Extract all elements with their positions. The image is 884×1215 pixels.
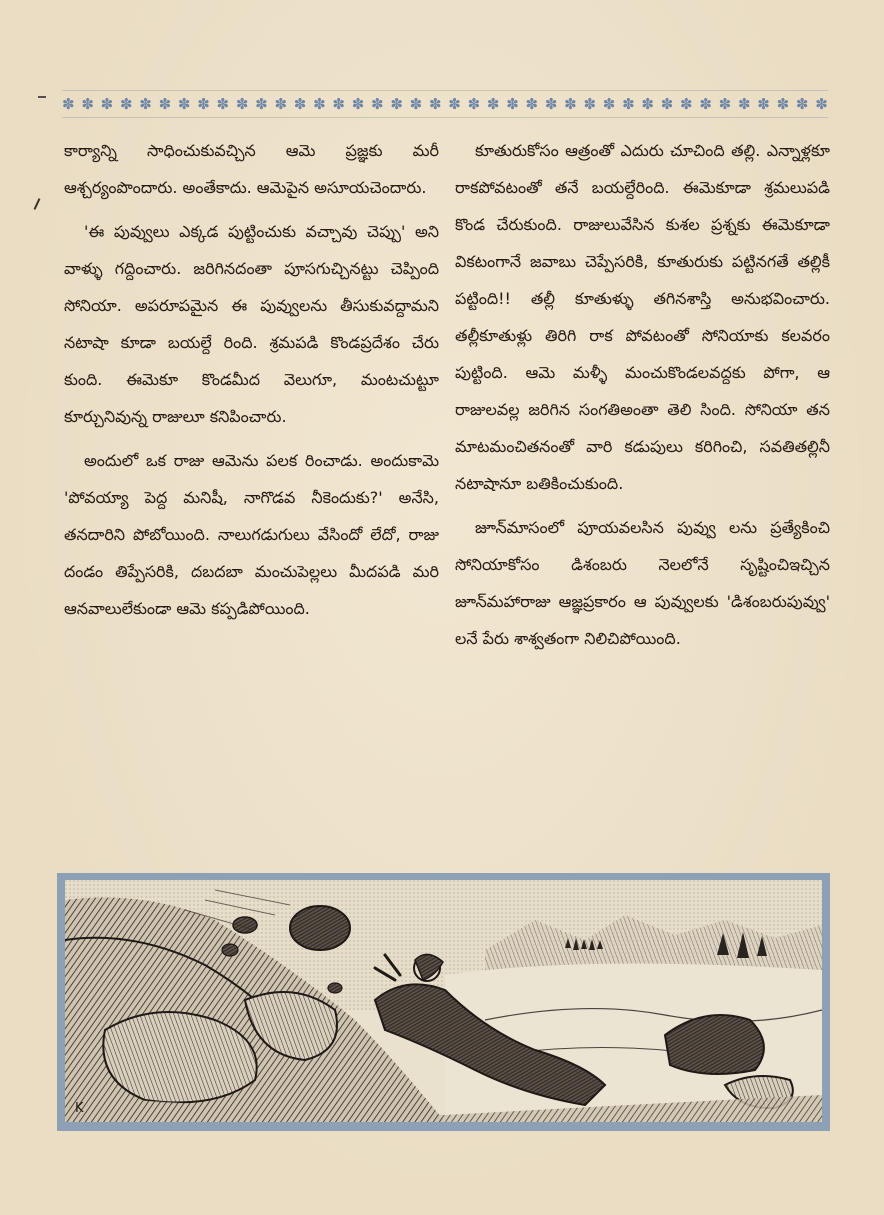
ornament-glyph: ✽ (467, 95, 481, 113)
ornament-glyph: ✽ (583, 95, 597, 113)
ornament-glyph: ✽ (718, 95, 732, 113)
ornament-glyph: ✽ (602, 95, 616, 113)
ornament-glyph: ✽ (544, 95, 558, 113)
ornament-glyph: ✽ (332, 95, 345, 113)
ornament-glyph: ✽ (139, 95, 152, 113)
ornament-glyph: ✽ (100, 95, 114, 113)
left-paragraph-1: కార్యాన్ని సాధించుకువచ్చిన ఆమె ప్రజ్ఞకు మరీ ఆశ్చర్యంపొందారు. అంతేకాదు. ఆమెపైన అసూయచెందారు. (64, 141, 439, 197)
ornament-glyph: ✽ (525, 95, 539, 113)
ornament-glyph: ✽ (177, 95, 191, 113)
ornament-glyph: ✽ (293, 95, 307, 113)
ornament-glyph: ✽ (680, 95, 693, 113)
ornament-glyph: ✽ (158, 95, 172, 113)
ornament-glyph: ✽ (506, 95, 519, 113)
ornament-glyph: ✽ (255, 95, 268, 113)
ornament-glyph: ✽ (274, 95, 288, 113)
left-column (64, 132, 439, 852)
ornament-glyph: ✽ (699, 95, 712, 113)
ornament-glyph: ✽ (351, 95, 365, 113)
margin-mark (34, 198, 41, 210)
ornament-band (62, 90, 828, 118)
ornament-glyph: ✽ (197, 95, 210, 113)
ornament-glyph: ✽ (660, 95, 674, 113)
ornament-glyph: ✽ (737, 95, 751, 113)
ornament-glyph: ✽ (486, 95, 500, 113)
avalanche-scene-image (65, 880, 822, 1122)
ornament-glyph: ✽ (448, 95, 461, 113)
left-paragraph-2: 'ఈ పువ్వులు ఎక్కడ పుట్టించుకు వచ్చావు చెప్పు' అని వాళ్ళు గద్దించారు. జరిగినదంతా పూసగుచ్చినట్టు చెప్పింది సోనియా. అపరూపమైన ఈ పువ్వులను తీసుకువద్దామని నటాషా కూడా బయల్దే రింది. శ్రమపడి కొండప్రదేశం చేరు కుంది. ఈమెకూ కొండమీద వెలుగూ, మంటచుట్టూ కూర్చునివున్న రాజులూ కనిపించారు. (64, 222, 439, 426)
ornament-glyph: ✽ (409, 95, 423, 113)
artist-signature: K (75, 1101, 84, 1116)
ornament-glyph: ✽ (622, 95, 635, 113)
stray-mark (38, 96, 46, 98)
right-paragraph-2: జూన్‌మాసంలో పూయవలసిన పువ్వు లను ప్రత్యేకించి సోనియాకోసం డిశంబరు నెలలోనే సృష్టించిఇచ్చిన జూన్‌మహారాజు ఆజ్ఞప్రకారం ఆ పువ్వులకు 'డిశంబరుపువ్వు' లనే పేరు శాశ్వతంగా నిలిచిపోయింది. (455, 518, 830, 648)
falling-boulder (290, 906, 350, 950)
ornament-glyph: ✽ (815, 95, 828, 113)
ornament-glyph: ✽ (371, 95, 384, 113)
ornament-glyph: ✽ (235, 95, 249, 113)
ornament-glyph: ✽ (313, 95, 326, 113)
ornament-glyph: ✽ (81, 95, 94, 113)
ornament-glyph: ✽ (119, 95, 133, 113)
ornament-glyph: ✽ (776, 95, 790, 113)
left-paragraph-3: అందులో ఒక రాజు ఆమెను పలక రించాడు. అందుకామె 'పోవయ్యా పెద్ద మనిషీ, నాగొడవ నీకెందుకు?' అనేసి, తనదారిని పోబోయింది. నాలుగడుగులు వేసిందో లేదో, రాజు దండం తిప్పేసరికి, దబదబా మంచుపెల్లలు మీదపడి మరి ఆనవాలులేకుండా ఆమె కప్పడిపోయింది. (64, 451, 439, 618)
story-illustration (57, 873, 830, 1131)
ornament-glyph: ✽ (428, 95, 442, 113)
ornament-glyph: ✽ (62, 95, 75, 113)
ornament-glyph: ✽ (564, 95, 577, 113)
ornament-glyph: ✽ (390, 95, 403, 113)
right-column (455, 132, 830, 852)
ornament-glyph: ✽ (641, 95, 654, 113)
ornament-glyph: ✽ (757, 95, 770, 113)
ornament-glyph: ✽ (216, 95, 230, 113)
right-paragraph-1: కూతురుకోసం ఆత్రంతో ఎదురు చూచింది తల్లి. ఎన్నాళ్లకూ రాకపోవటంతో తనే బయల్దేరింది. ఈమెకూడా శ్రమలుపడి కొండ చేరుకుంది. రాజులువేసిన కుశల ప్రశ్నకు ఈమెకూడా వికటంగానే జవాబు చెప్పేసరికి, కూతురుకు పట్టినగతే తల్లికీ పట్టింది!! తల్లీ కూతుళ్ళు తగినశాస్తి అనుభవించారు. తల్లీకూతుళ్లు తిరిగి రాక పోవటంతో సోనియాకు కలవరం పుట్టింది. ఆమె మళ్ళీ మంచుకొండలవద్దకు పోగా, ఆ రాజులవల్ల జరిగిన సంగతిఅంతా తెలి సింది. సోనియా తన మాటమంచితనంతో వారి కడుపులు కరిగించి, సవతితల్లినీ నటాషానూ బతికించుకుంది. (455, 141, 830, 493)
ornament-glyph: ✽ (795, 95, 809, 113)
